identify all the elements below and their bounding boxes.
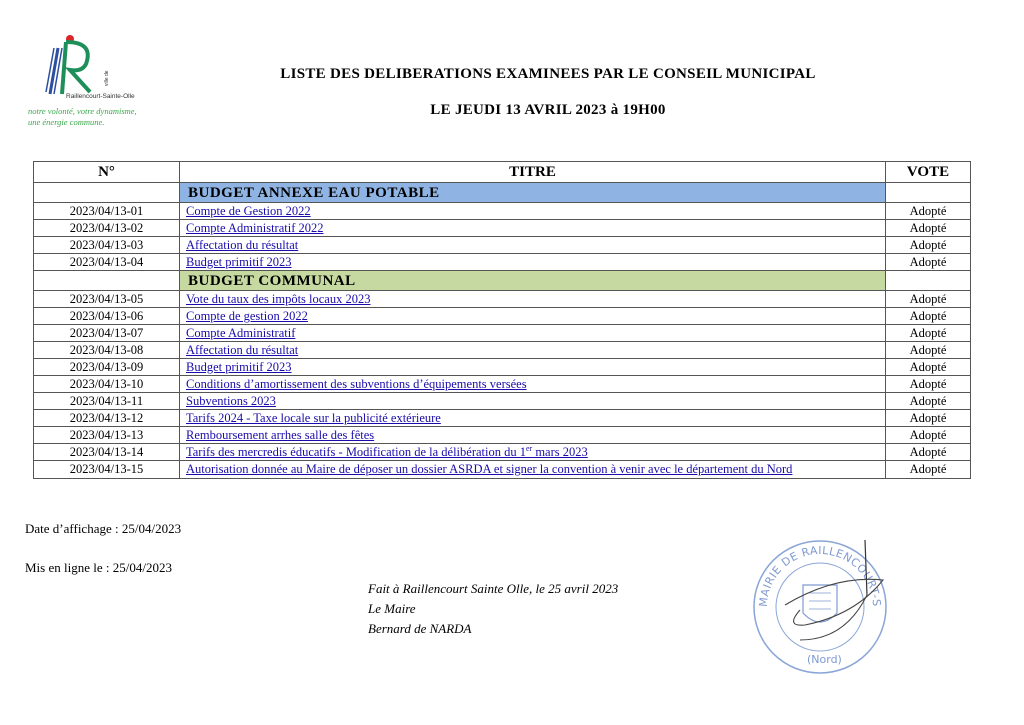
row-num: 2023/04/13-03	[34, 237, 180, 254]
logo-tagline-line-1: notre volonté, votre dynamisme,	[28, 106, 137, 116]
row-vote: Adopté	[886, 254, 971, 271]
row-vote: Adopté	[886, 393, 971, 410]
row-titre	[180, 410, 886, 427]
row-titre	[180, 444, 886, 461]
row-titre-text: Tarifs des mercredis éducatifs - Modification de la délibération du 1	[186, 445, 526, 459]
row-num: 2023/04/13-13	[34, 427, 180, 444]
signature-place-date: Fait à Raillencourt Sainte Olle, le 25 avril 2023	[368, 581, 619, 596]
row-titre	[180, 237, 886, 254]
section-vote-empty	[886, 271, 971, 291]
row-vote: Adopté	[886, 376, 971, 393]
row-titre-link[interactable]: Remboursement arrhes salle des fêtes	[186, 428, 375, 442]
row-titre-link[interactable]: Compte Administratif 2022	[186, 221, 324, 235]
stamp-graphic	[745, 535, 895, 675]
row-num: 2023/04/13-04	[34, 254, 180, 271]
row-num: 2023/04/13-14	[34, 444, 180, 461]
row-vote: Adopté	[886, 291, 971, 308]
row-num: 2023/04/13-11	[34, 393, 180, 410]
table-row	[34, 410, 971, 427]
table-row	[34, 461, 971, 479]
row-titre-link[interactable]: Affectation du résultat	[186, 238, 299, 252]
document-title: LISTE DES DELIBERATIONS EXAMINEES PAR LE CONSEIL MUNICIPAL	[280, 66, 816, 82]
stamp-text-bottom: (Nord)	[807, 653, 842, 666]
section-row-eau-potable	[34, 183, 971, 203]
row-vote: Adopté	[886, 220, 971, 237]
row-titre-superscript: er	[525, 443, 533, 453]
row-titre-link[interactable]: Conditions d’amortissement des subventions d’équipements versées	[186, 377, 527, 391]
row-vote: Adopté	[886, 359, 971, 376]
row-titre-link[interactable]: Compte Administratif	[186, 326, 296, 340]
row-num: 2023/04/13-01	[34, 203, 180, 220]
date-affichage: Date d’affichage : 25/04/2023	[25, 521, 182, 536]
section-vote-empty	[886, 183, 971, 203]
row-titre	[180, 291, 886, 308]
row-vote: Adopté	[886, 427, 971, 444]
row-titre	[180, 342, 886, 359]
table-row	[34, 220, 971, 237]
section-title: BUDGET COMMUNAL	[180, 271, 886, 291]
row-num: 2023/04/13-05	[34, 291, 180, 308]
signature-name: Bernard de NARDA	[368, 621, 472, 636]
section-num-empty	[34, 183, 180, 203]
row-num: 2023/04/13-02	[34, 220, 180, 237]
row-vote: Adopté	[886, 308, 971, 325]
table-row	[34, 342, 971, 359]
row-vote: Adopté	[886, 203, 971, 220]
row-vote: Adopté	[886, 237, 971, 254]
table-row	[34, 291, 971, 308]
row-vote: Adopté	[886, 325, 971, 342]
table-row	[34, 393, 971, 410]
row-vote: Adopté	[886, 444, 971, 461]
section-title: BUDGET ANNEXE EAU POTABLE	[180, 183, 886, 203]
row-num: 2023/04/13-08	[34, 342, 180, 359]
table-row	[34, 427, 971, 444]
stamp-text-top: MAIRIE DE RAILLENCOURT-S	[756, 543, 884, 608]
row-titre-link[interactable]: Compte de Gestion 2022	[186, 204, 311, 218]
deliberations-table	[33, 161, 971, 479]
row-titre-link[interactable]	[186, 445, 588, 459]
row-vote: Adopté	[886, 410, 971, 427]
row-titre	[180, 359, 886, 376]
row-titre	[180, 325, 886, 342]
table-row	[34, 444, 971, 461]
row-titre-link[interactable]: Autorisation donnée au Maire de déposer un dossier ASRDA et signer la convention à venir avec le département du Nord	[186, 462, 793, 476]
table-row	[34, 237, 971, 254]
table-row	[34, 359, 971, 376]
row-titre-link[interactable]: Tarifs 2024 - Taxe locale sur la publicité extérieure	[186, 411, 441, 425]
row-titre-link[interactable]: Affectation du résultat	[186, 343, 299, 357]
signature-role: Le Maire	[368, 601, 416, 616]
row-titre	[180, 427, 886, 444]
table-row	[34, 308, 971, 325]
row-titre	[180, 254, 886, 271]
table-row	[34, 376, 971, 393]
row-num: 2023/04/13-10	[34, 376, 180, 393]
row-titre-link[interactable]: Compte de gestion 2022	[186, 309, 308, 323]
row-titre	[180, 308, 886, 325]
row-num: 2023/04/13-09	[34, 359, 180, 376]
row-vote: Adopté	[886, 461, 971, 479]
table-row	[34, 325, 971, 342]
row-titre	[180, 376, 886, 393]
row-num: 2023/04/13-15	[34, 461, 180, 479]
municipality-logo	[28, 34, 158, 134]
row-titre-text-after: mars 2023	[532, 445, 588, 459]
mis-en-ligne: Mis en ligne le : 25/04/2023	[25, 560, 172, 575]
logo-tagline-line-2: une énergie commune.	[28, 117, 105, 127]
header-num: N°	[34, 162, 180, 183]
row-titre-link[interactable]: Subventions 2023	[186, 394, 276, 408]
row-num: 2023/04/13-06	[34, 308, 180, 325]
row-vote: Adopté	[886, 342, 971, 359]
row-titre	[180, 203, 886, 220]
mairie-stamp	[745, 535, 895, 680]
row-titre	[180, 461, 886, 479]
row-titre-link[interactable]: Budget primitif 2023	[186, 255, 292, 269]
signature-block	[368, 579, 618, 639]
table-row	[34, 203, 971, 220]
logo-ville-text: ville de	[104, 70, 110, 86]
table-header-row	[34, 162, 971, 183]
section-num-empty	[34, 271, 180, 291]
table-row	[34, 254, 971, 271]
header-titre: TITRE	[180, 162, 886, 183]
document-subtitle: LE JEUDI 13 AVRIL 2023 à 19H00	[430, 102, 666, 118]
row-num: 2023/04/13-12	[34, 410, 180, 427]
row-titre-link[interactable]: Vote du taux des impôts locaux 2023	[186, 292, 371, 306]
row-num: 2023/04/13-07	[34, 325, 180, 342]
row-titre	[180, 393, 886, 410]
logo-tagline	[28, 106, 137, 128]
logo-town-name: Raillencourt-Sainte-Olle	[66, 93, 135, 100]
row-titre	[180, 220, 886, 237]
section-row-communal	[34, 271, 971, 291]
header-vote: VOTE	[886, 162, 971, 183]
row-titre-link[interactable]: Budget primitif 2023	[186, 360, 292, 374]
logo-ir-mark	[36, 34, 96, 96]
